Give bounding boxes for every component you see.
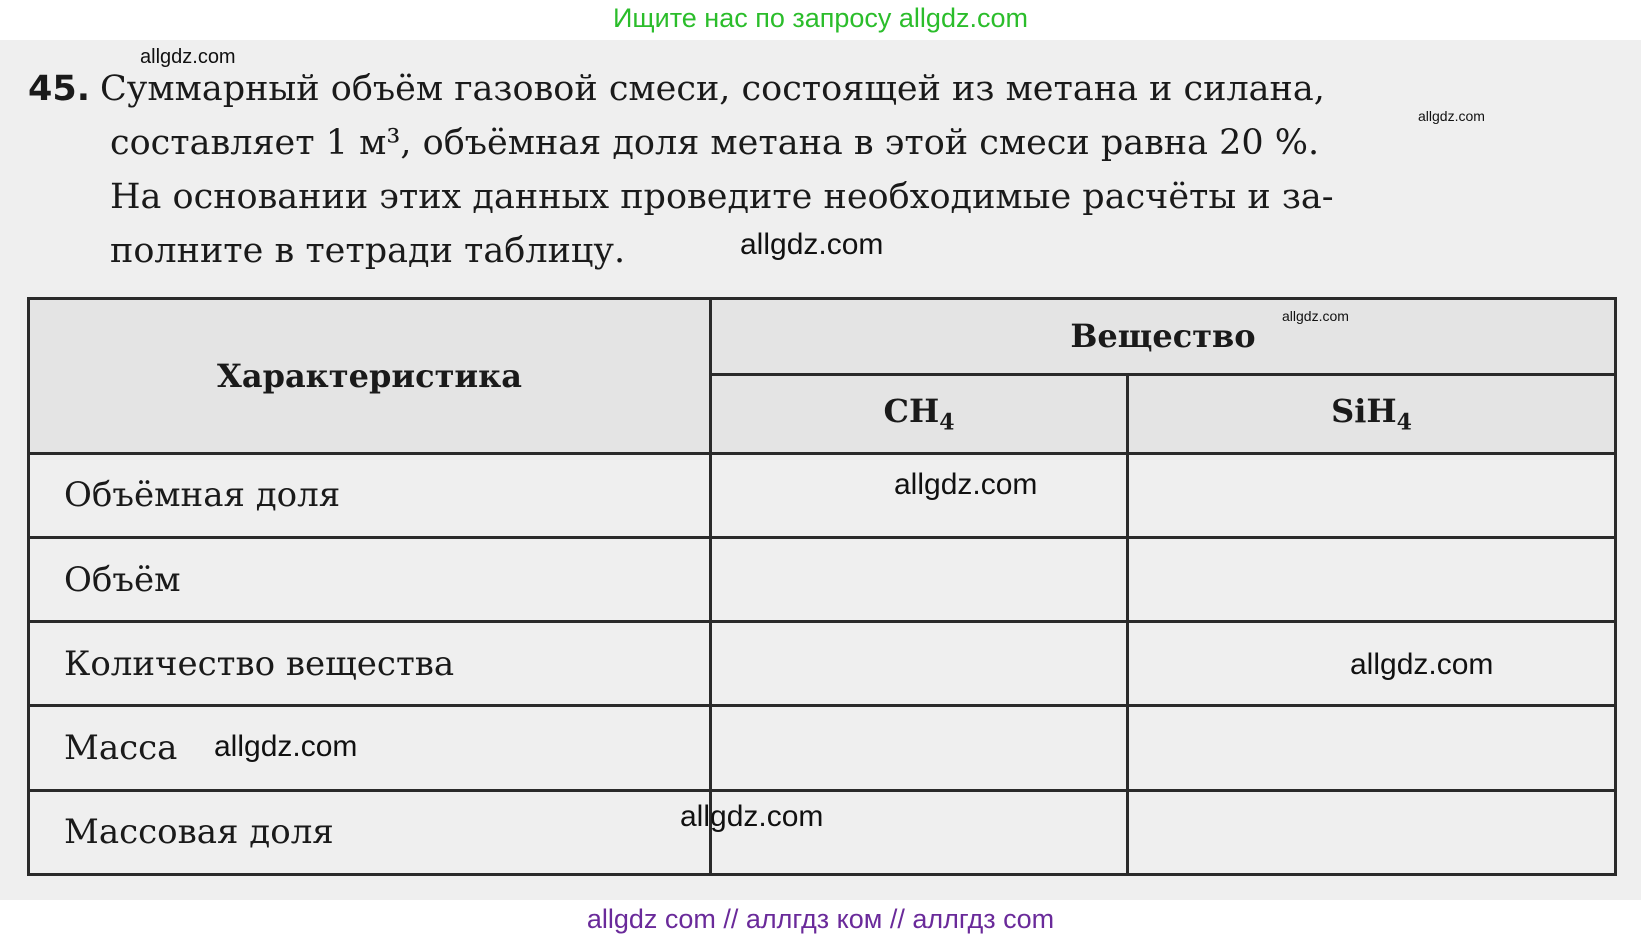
watermark: allgdz.com bbox=[740, 228, 884, 261]
cell-sih4-mass-fraction bbox=[1128, 790, 1616, 874]
bottom-banner[interactable]: allgdz com // аллгдз ком // аллгдз com bbox=[586, 904, 1055, 934]
watermark: allgdz.com bbox=[1418, 108, 1485, 124]
cell-sih4-volume bbox=[1128, 538, 1616, 622]
top-banner[interactable]: Ищите нас по запросу allgdz.com bbox=[613, 3, 1028, 33]
header-sih4: SiH$_4$ bbox=[1128, 374, 1616, 453]
problem-line-1: 45. Суммарный объём газовой смеси, состоящей из метана и силана, bbox=[28, 69, 1325, 109]
table-row bbox=[29, 538, 1616, 622]
cell-sih4-volume-fraction bbox=[1128, 453, 1616, 537]
problem-number: 45. bbox=[28, 69, 91, 109]
row-label-volume: Объём bbox=[29, 538, 711, 622]
problem-line-4: полните в тетради таблицу. bbox=[110, 231, 626, 271]
watermark: allgdz.com bbox=[1350, 648, 1494, 681]
header-substance: Вещество bbox=[710, 299, 1615, 375]
cell-ch4-volume bbox=[710, 538, 1127, 622]
row-label-mass: Масса bbox=[29, 706, 711, 790]
watermark: allgdz.com bbox=[214, 730, 358, 763]
cell-ch4-amount bbox=[710, 622, 1127, 706]
row-label-amount: Количество вещества bbox=[29, 622, 711, 706]
header-ch4: $CH_4$ bbox=[710, 374, 1127, 453]
watermark: allgdz.com bbox=[894, 468, 1038, 501]
problem-line-3: На основании этих данных проведите необходимые расчёты и за- bbox=[110, 177, 1334, 217]
row-label-mass-fraction: Массовая доля bbox=[29, 790, 711, 874]
row-label-volume-fraction: Объёмная доля bbox=[29, 453, 711, 537]
problem-line-2: составляет 1 м³, объёмная доля метана в этой смеси равна 20 %. bbox=[110, 123, 1320, 163]
header-characteristic: Характеристика bbox=[29, 299, 711, 454]
watermark: allgdz.com bbox=[1282, 308, 1349, 324]
watermark: allgdz.com bbox=[140, 46, 236, 68]
table-row bbox=[29, 453, 1616, 537]
characteristics-table bbox=[27, 297, 1617, 876]
watermark: allgdz.com bbox=[680, 800, 824, 833]
cell-ch4-mass bbox=[710, 706, 1127, 790]
cell-sih4-mass bbox=[1128, 706, 1616, 790]
